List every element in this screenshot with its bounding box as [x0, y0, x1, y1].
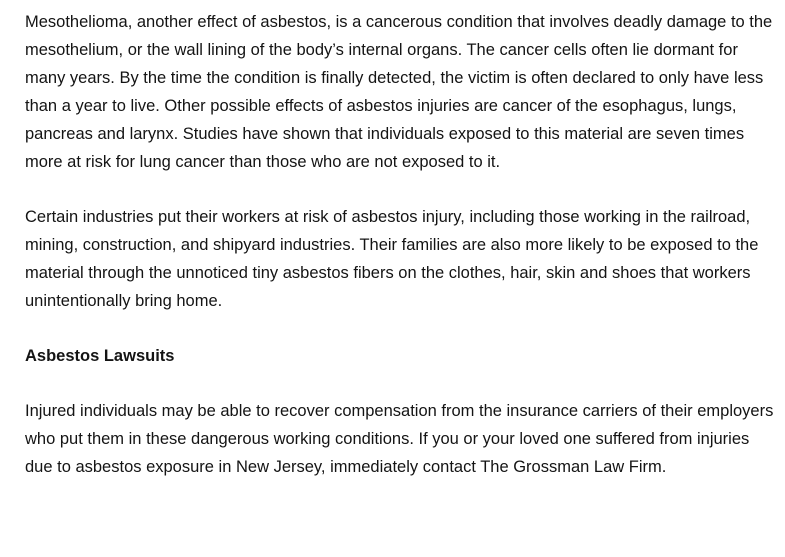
paragraph-compensation: Injured individuals may be able to recover compensation from the insurance carriers of their employers who put them in these dangerous working conditions. If you or your loved one suffered from injuries due to asbestos exposure in New Jersey, immediately contact The Grossman Law Firm. — [25, 402, 774, 476]
paragraph-industries: Certain industries put their workers at risk of asbestos injury, including those working in the railroad, mining, construction, and shipyard industries. Their families are also more likely to be exposed to the material through the unnoticed tiny asbestos fibers on the clothes, hair, skin and shoes that workers unintentionally bring home. — [25, 208, 759, 310]
paragraph-mesothelioma: Mesothelioma, another effect of asbestos, is a cancerous condition that involves deadly damage to the mesothelium, or the wall lining of the body’s internal organs. The cancer cells often lie dormant for many years. By the time the condition is finally detected, the victim is often declared to only have less than a year to live. Other possible effects of asbestos injuries are cancer of the esophagus, lungs, pancreas and larynx. Studies have shown that individuals exposed to this material are seven times more at risk for lung cancer than those who are not exposed to it. — [25, 13, 773, 171]
article-body — [25, 8, 777, 481]
section-heading-asbestos-lawsuits: Asbestos Lawsuits — [25, 347, 175, 365]
